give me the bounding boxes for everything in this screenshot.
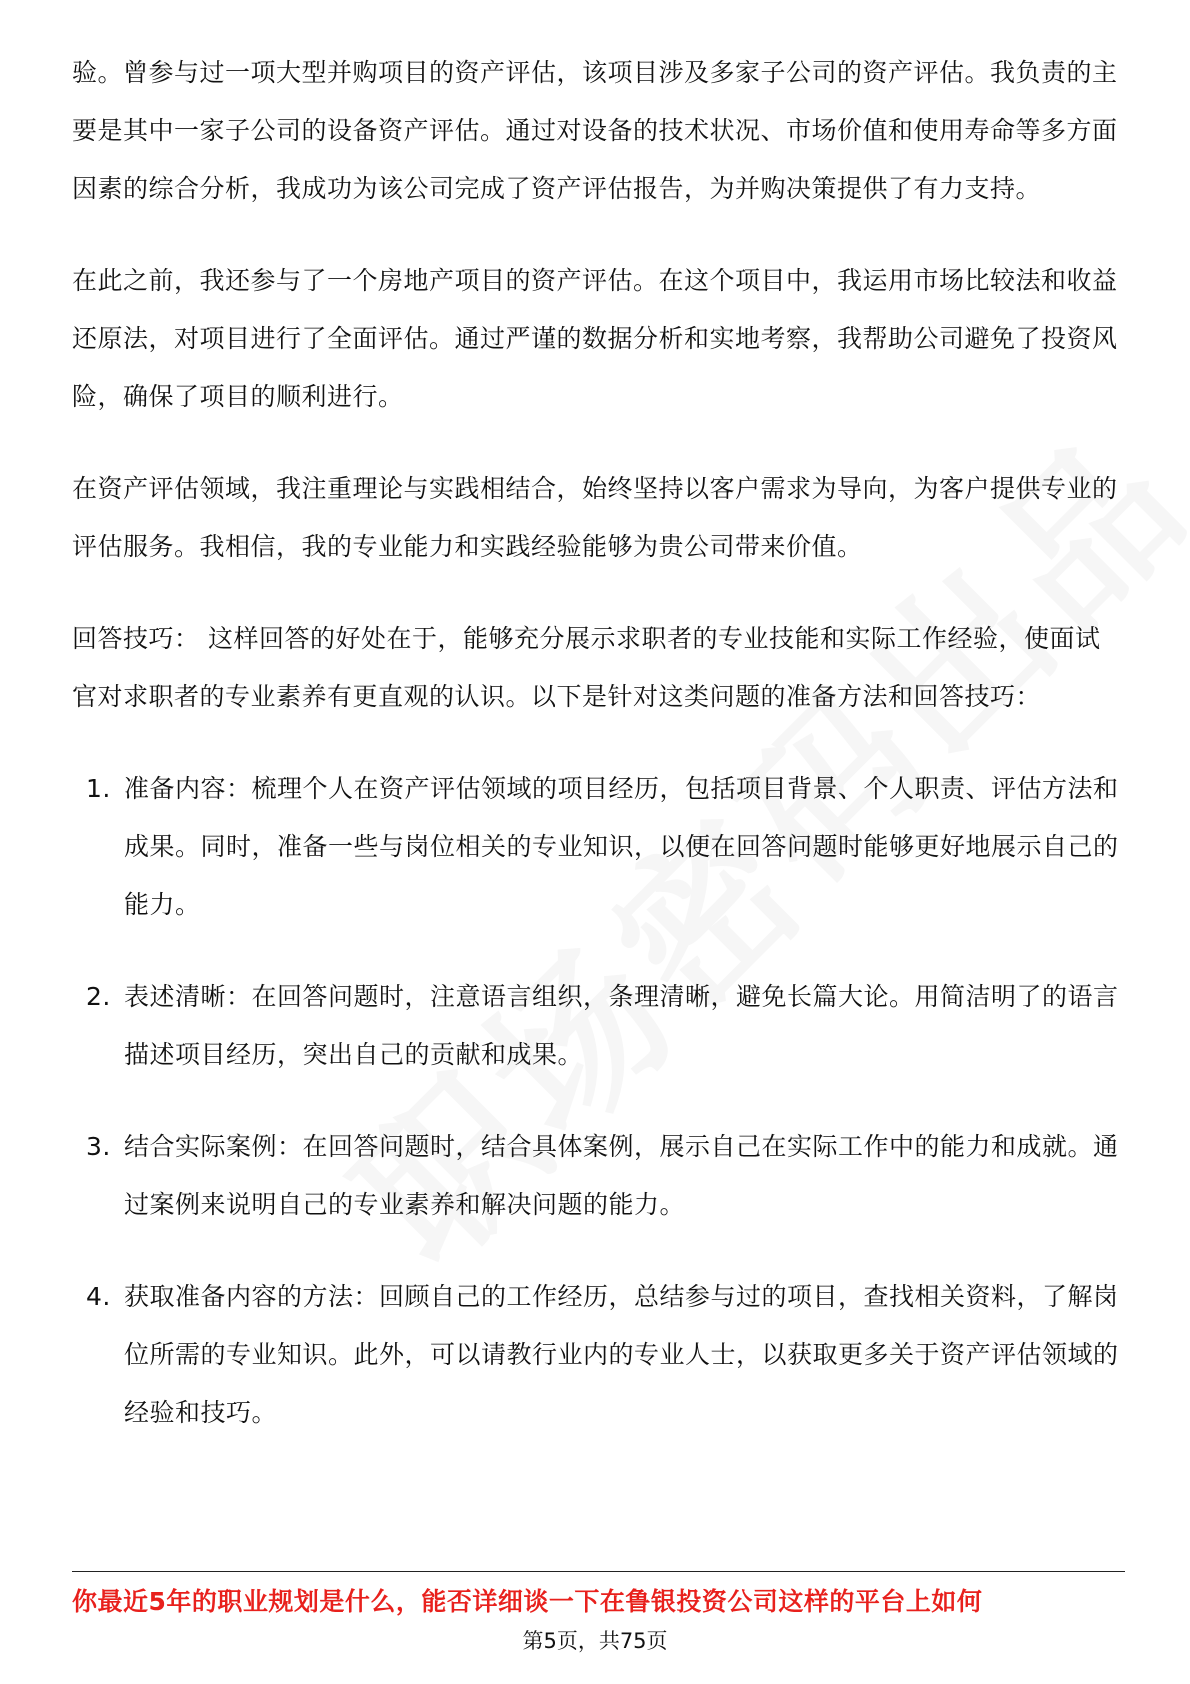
page-content [72, 44, 1122, 1476]
tips-list [72, 760, 1122, 1442]
list-item [72, 968, 1122, 1084]
list-item-text: 结合实际案例：在回答问题时，结合具体案例，展示自己在实际工作中的能力和成就。通过案例来说明自己的专业素养和解决问题的能力。 [124, 1132, 1119, 1219]
list-item-number: 4. [86, 1282, 111, 1311]
list-item [72, 760, 1122, 934]
list-item-text: 表述清晰：在回答问题时，注意语言组织，条理清晰，避免长篇大论。用简洁明了的语言描述项目经历，突出自己的贡献和成果。 [124, 982, 1119, 1069]
list-item [72, 1118, 1122, 1234]
list-item [72, 1268, 1122, 1442]
paragraph-philosophy: 在资产评估领域，我注重理论与实践相结合，始终坚持以客户需求为导向，为客户提供专业的评估服务。我相信，我的专业能力和实践经验能够为贵公司带来价值。 [72, 474, 1118, 561]
paragraph-experience-mna: 验。曾参与过一项大型并购项目的资产评估，该项目涉及多家子公司的资产评估。我负责的主要是其中一家子公司的设备资产评估。通过对设备的技术状况、市场价值和使用寿命等多方面因素的综合分析，我成功为该公司完成了资产评估报告，为并购决策提供了有力支持。 [72, 58, 1118, 203]
paragraph-answer-tips-intro: 回答技巧： 这样回答的好处在于，能够充分展示求职者的专业技能和实际工作经验，使面试官对求职者的专业素养有更直观的认识。以下是针对这类问题的准备方法和回答技巧： [72, 624, 1101, 711]
next-question-heading: 你最近5年的职业规划是什么，能否详细谈一下在鲁银投资公司这样的平台上如何 [72, 1587, 983, 1616]
paragraph-experience-real-estate: 在此之前，我还参与了一个房地产项目的资产评估。在这个项目中，我运用市场比较法和收益还原法，对项目进行了全面评估。通过严谨的数据分析和实地考察，我帮助公司避免了投资风险，确保了项目的顺利进行。 [72, 266, 1118, 411]
list-item-number: 3. [86, 1132, 111, 1161]
page-indicator: 第5页，共75页 [522, 1629, 668, 1653]
list-item-text: 获取准备内容的方法：回顾自己的工作经历，总结参与过的项目，查找相关资料，了解岗位所需的专业知识。此外，可以请教行业内的专业人士，以获取更多关于资产评估领域的经验和技巧。 [124, 1282, 1119, 1427]
list-item-number: 1. [86, 774, 111, 803]
list-item-number: 2. [86, 982, 111, 1011]
list-item-text: 准备内容：梳理个人在资产评估领域的项目经历，包括项目背景、个人职责、评估方法和成果。同时，准备一些与岗位相关的专业知识，以便在回答问题时能够更好地展示自己的能力。 [124, 774, 1119, 919]
footer-divider [72, 1571, 1125, 1572]
